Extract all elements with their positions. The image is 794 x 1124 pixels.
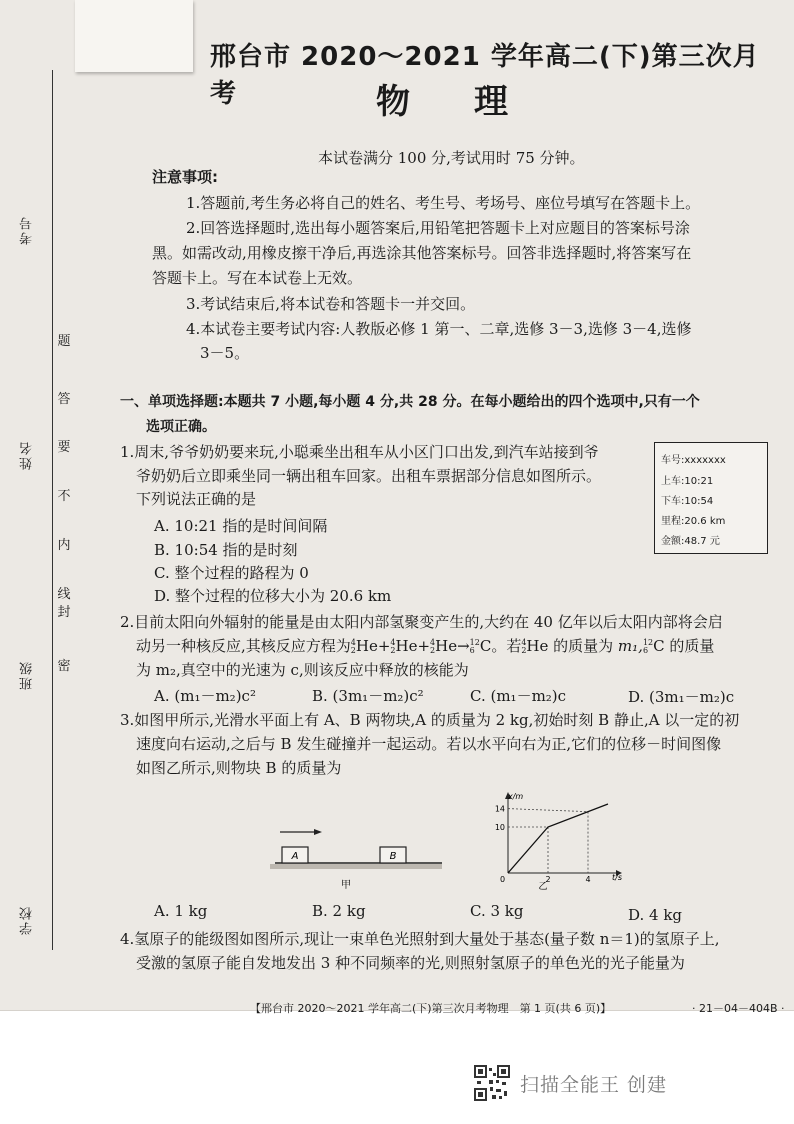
taxi-receipt (654, 442, 768, 554)
notice-heading: 注意事项: (152, 168, 218, 186)
scanner-watermark (474, 1065, 667, 1101)
q2-option-b: B. (3m₁－m₂)c² (312, 687, 424, 705)
paper-code: · 21－04－404B · (692, 1002, 785, 1015)
receipt-line: 金额:48.7 元 (661, 536, 720, 547)
x-tick-label: 2 (545, 875, 551, 884)
notice-line: 1.答题前,考生务必将自己的姓名、考生号、考场号、座位号填写在答题卡上。 (186, 194, 701, 212)
q2-text: 动另一种核反应,其核反应方程为4 2He+4 2He+4 2He→12 6 C。若4 2He 的质量为 m₁,12 6 C 的质量 (136, 637, 715, 655)
q1-option-b: B. 10:54 指的是时刻 (154, 541, 298, 559)
section-heading: 选项正确。 (146, 419, 216, 435)
q1-option-d: D. 整个过程的位移大小为 20.6 km (154, 587, 392, 605)
seal-char: 封 (57, 605, 71, 620)
figure-a-label: 甲 (341, 880, 351, 891)
series-line (508, 804, 608, 873)
seal-char: 题 (57, 334, 71, 349)
notice-line: 黑。如需改动,用橡皮擦干净后,再选涂其他答案标号。回答非选择题时,将答案写在 (152, 244, 692, 262)
receipt-line: 里程:20.6 km (661, 516, 726, 527)
field-name: 姓名 (20, 440, 35, 470)
seal-char: 答 (57, 392, 71, 407)
guide-line (508, 809, 588, 812)
xt-chart (478, 788, 628, 893)
ground-hatch (270, 864, 442, 869)
watermark-text: 扫描全能王 创建 (520, 1073, 668, 1096)
y-tick-label: 10 (494, 823, 505, 832)
q2-text: 2.目前太阳向外辐射的能量是由太阳内部氢聚变产生的,大约在 40 亿年以后太阳内部将会启 (120, 613, 723, 631)
notice-line: 4.本试卷主要考试内容:人教版必修 1 第一、二章,选修 3－3,选修 3－4,选修 (186, 320, 692, 338)
notice-line: 3.考试结束后,将本试卷和答题卡一并交回。 (186, 295, 476, 313)
receipt-line: 下车:10:54 (661, 496, 714, 507)
q1-option-c: C. 整个过程的路程为 0 (154, 564, 309, 582)
paper-sticker (75, 0, 193, 72)
q4-text: 4.氢原子的能级图如图所示,现让一束单色光照射到大量处于基态(量子数 n＝1)的氢原子上, (120, 930, 720, 948)
q4-text: 受激的氢原子能自发地发出 3 种不同频率的光,则照射氢原子的单色光的光子能量为 (136, 954, 685, 972)
page-footer: 【邢台市 2020～2021 学年高二(下)第三次月考物理 第 1 页(共 6 页)】 (250, 1002, 612, 1015)
velocity-arrowhead (314, 829, 322, 835)
q2-text: 为 m₂,真空中的光速为 c,则该反应中释放的核能为 (136, 661, 469, 679)
binding-line (52, 70, 53, 950)
exam-title: 邢台市 2020～2021 学年高二(下)第三次月考 (210, 42, 760, 109)
q3-text: 3.如图甲所示,光滑水平面上有 A、B 两物块,A 的质量为 2 kg,初始时刻 B 静止,A 以一定的初 (120, 711, 740, 729)
figure-blocks (270, 825, 450, 895)
field-exam-number: 考号 (20, 215, 35, 245)
exam-subject: 物理 (376, 82, 572, 122)
x-tick-label: 4 (585, 875, 591, 884)
q1-option-a: A. 10:21 指的是时间间隔 (154, 517, 328, 535)
section-heading: 一、单项选择题:本题共 7 小题,每小题 4 分,共 28 分。在每小题给出的四个选项中,只有一个 (120, 394, 700, 410)
y-tick-label: 14 (494, 804, 505, 814)
notice-line: 2.回答选择题时,选出每小题答案后,用铅笔把答题卡上对应题目的答案标号涂 (186, 219, 690, 237)
seal-char: 密 (57, 659, 71, 674)
q3-option-c: C. 3 kg (470, 902, 524, 920)
q1-text: 下列说法正确的是 (136, 490, 257, 508)
q3-text: 速度向右运动,之后与 B 发生碰撞并一起运动。若以水平向右为正,它们的位移－时间图像 (136, 735, 722, 753)
q2-option-a: A. (m₁－m₂)c² (154, 687, 256, 705)
chart-ylabel: x/m (508, 792, 524, 801)
q3-option-b: B. 2 kg (312, 902, 366, 920)
notice-line: 3－5。 (200, 344, 250, 362)
score-line: 本试卷满分 100 分,考试用时 75 分钟。 (318, 149, 585, 167)
q2-option-c: C. (m₁－m₂)c (470, 687, 567, 705)
field-class: 班级 (20, 660, 35, 690)
tick-label-origin: 0 (500, 875, 506, 884)
seal-char: 内 (57, 538, 71, 553)
q1-text: 1.周末,爷爷奶奶要来玩,小聪乘坐出租车从小区门口出发,到汽车站接到爷 (120, 443, 599, 461)
q3-option-a: A. 1 kg (154, 902, 208, 920)
block-b-label: B (389, 851, 397, 862)
receipt-line: 上车:10:21 (661, 476, 714, 487)
q3-option-d: D. 4 kg (628, 906, 683, 924)
q3-text: 如图乙所示,则物块 B 的质量为 (136, 759, 342, 777)
qr-code-icon (474, 1065, 510, 1101)
seal-char: 要 (57, 440, 71, 455)
notice-line: 答题卡上。写在本试卷上无效。 (152, 269, 363, 287)
seal-char: 不 (57, 489, 71, 504)
figure-b-label: 乙 (538, 882, 548, 892)
chart-xlabel: t/s (612, 873, 622, 882)
seal-char: 线 (57, 587, 71, 602)
receipt-line: 车号:xxxxxxx (661, 455, 726, 466)
q1-text: 爷奶奶后立即乘坐同一辆出租车回家。出租车票据部分信息如图所示。 (136, 467, 602, 485)
field-school: 学校 (20, 905, 35, 935)
block-a-label: A (291, 851, 299, 862)
q2-option-d: D. (3m₁－m₂)c (628, 688, 735, 706)
